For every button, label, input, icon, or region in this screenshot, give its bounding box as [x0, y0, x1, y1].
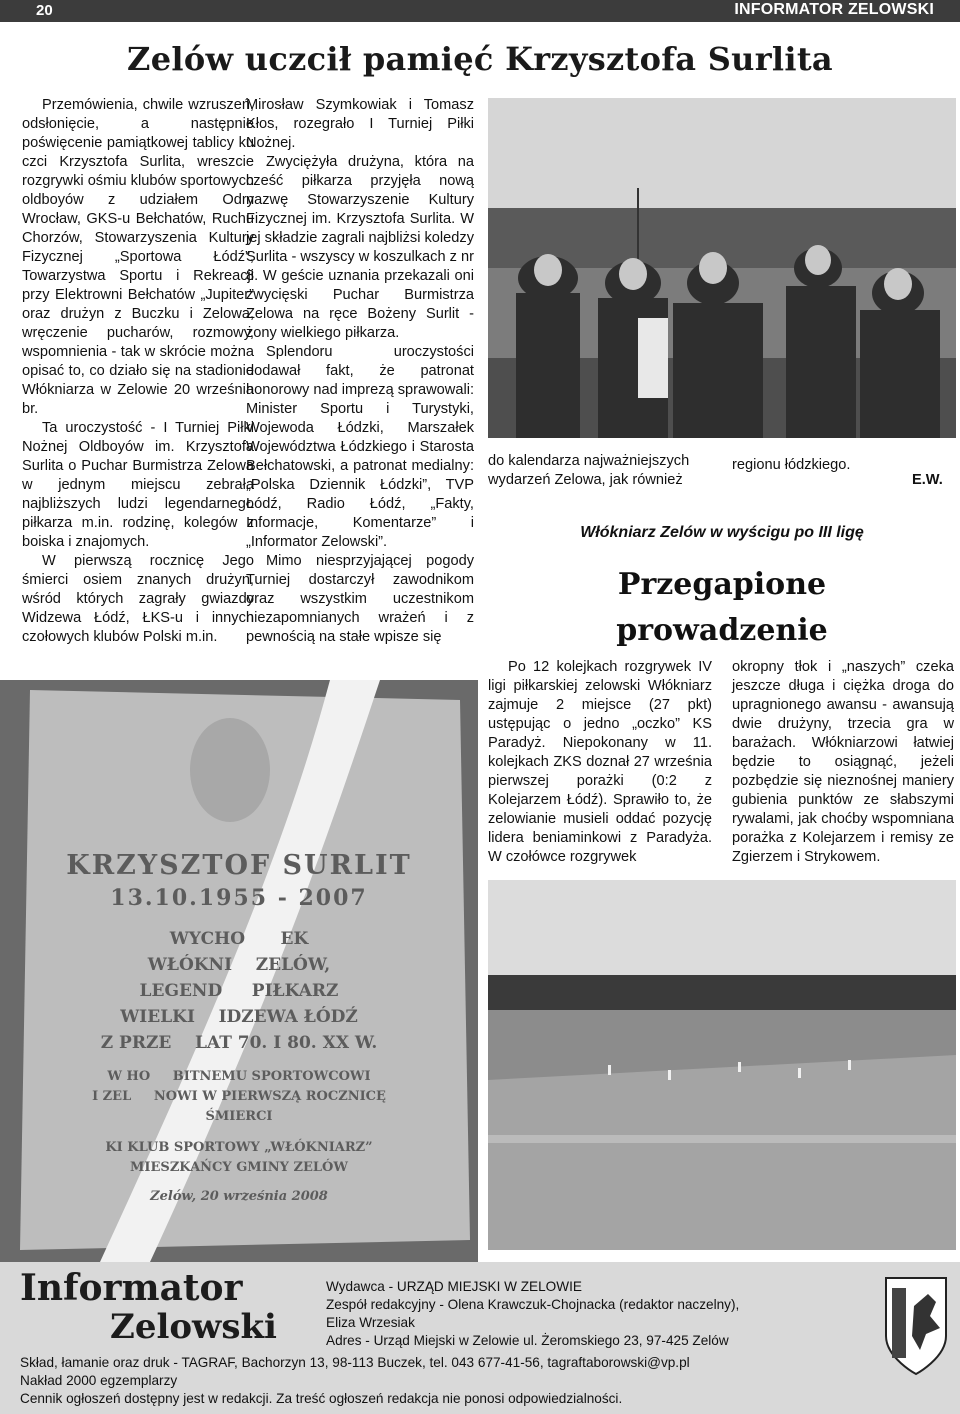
plaque-line: WYCHO EK	[169, 929, 309, 949]
footer-print-info	[20, 1354, 880, 1408]
article-column-1	[22, 96, 254, 647]
plaque-inscription	[0, 850, 478, 1204]
paragraph: regionu łódzkiego.	[732, 457, 851, 473]
paragraph: Po 12 kolejkach rozgrywek IV ligi piłkarskiej zelowski Włókniarz zajmuje 2 miejsce (27 pkt) ustępując o jedno „oczko” KS Paradyż. Niepokonany w 11. kolejkach ZKS doznał 27 września pierwszej porażki (0:2 z Kolejarzem Łódź). Sprawiło to, że zelowianie musieli oddać pozycję lidera beniaminkowi z Paradyża. W czołówce rozgrywek	[488, 659, 712, 865]
coat-of-arms-icon	[884, 1276, 948, 1376]
plaque-line: WŁÓKNI ZELÓW,	[147, 955, 331, 975]
footer-publisher: Wydawca - URZĄD MIEJSKI W ZELOWIE	[326, 1279, 582, 1294]
paragraph: Mirosław Szymkowiak i Tomasz Kłos, rozegrało I Turniej Piłki Nożnej.	[246, 97, 474, 151]
plaque-line: ŚMIERCI	[205, 1109, 273, 1124]
plaque-line: I ZEL NOWI W PIERWSZĄ ROCZNICĘ	[92, 1089, 386, 1104]
article2-column-2	[732, 658, 954, 867]
article-headline: Zelów uczcił pamięć Krzysztofa Surlita	[127, 40, 833, 78]
memorial-plaque-photo	[0, 680, 478, 1262]
plaque-line: Z PRZE LAT 70. I 80. XX W.	[100, 1033, 378, 1053]
footer-print: Skład, łamanie oraz druk - TAGRAF, Bachorzyn 13, 98-113 Buczek, tel. 043 677-41-56, tagraftaborowski@vp.pl	[20, 1355, 690, 1370]
paragraph: Mimo niesprzyjającej pogody Turniej dostarczył zawodnikom oraz wszystkim uczestnikom niezapomnianych wrażeń i z pewnością na stałe wpisze się	[246, 553, 474, 645]
stadium-photo-graphic	[488, 880, 956, 1250]
paragraph: Splendoru uroczystości dodawał fakt, że patronat honorowy nad imprezą sprawowali: Minister Sportu i Turystyki, Wojewoda Łódzki, Marszałek Województwa Łódzkiego i Starosta Bełchatowski, a patronat medialny: „Polska Dziennik Łódzki”, TVP Łódź, Radio Łódź, „Fakty, Informacje, Komentarze” i „Informator Zelowski”.	[246, 344, 474, 550]
footer-address: Adres - Urząd Miejski w Zelowie ul. Żeromskiego 23, 97-425 Zelów	[326, 1333, 729, 1348]
footer-circulation: Nakład 2000 egzemplarzy	[20, 1373, 178, 1388]
plaque-name: KRZYSZTOF SURLIT	[66, 850, 412, 881]
paragraph: okropny tłok i „naszych” czeka jeszcze długa i ciężka droga do upragnionego awansu - awansują dwie drużyny, trzecia gra w barażach. Włókniarzowi łatwiej będzie to osiągnąć, jeżeli pozbędzie się nieznośnej maniery gubienia punktów ze słabszymi rywalami, jak choćby wspomniana porażka z Kolejarzem i remisy ze Zgierzem i Strykowem.	[732, 659, 954, 865]
footer-ads-note: Cennik ogłoszeń dostępny jest w redakcji. Za treść ogłoszeń redakcja nie ponosi odpowiedzialności.	[20, 1391, 623, 1406]
stadium-photo	[488, 880, 956, 1250]
plaque-line: Zelów, 20 września 2008	[150, 1189, 328, 1204]
paragraph: do kalendarza najważniejszych wydarzeń Zelowa, jak również	[488, 453, 690, 488]
page-number: 20	[36, 2, 53, 19]
article2-kicker: Włókniarz Zelów w wyścigu po III ligę	[580, 524, 864, 541]
plaque-line: MIESZKAŃCY GMINY ZELÓW	[130, 1160, 348, 1175]
article2-column-1	[488, 658, 712, 867]
publication-name: INFORMATOR ZELOWSKI	[734, 1, 934, 18]
ceremony-photo-graphic	[488, 98, 956, 438]
footer-logo-line1: Informator	[20, 1267, 243, 1309]
footer-editorial-info	[326, 1278, 886, 1350]
plaque-dates: 13.10.1955 - 2007	[110, 885, 368, 911]
article-column-2	[246, 96, 474, 647]
plaque-line: WIELKI IDZEWA ŁÓDŹ	[120, 1007, 358, 1027]
paragraph: Przemówienia, chwile wzruszeń, odsłonięcie, a następnie poświęcenie pamiątkowej tablicy ku czci Krzysztofa Surlita, wreszcie rozgrywki ośmiu klubów sportowych oldboyów z udziałem Odry Wrocław, GKS-u Bełchatów, Ruchu Chorzów, Stowarzyszenia Kultury Fizycznej „Sportowa Łódź”, Towarzystwa Sportu i Rekreacji przy Elektrowni Bełchatów „Jupiter” oraz drużyn z Buczku i Zelowa, wręczenie pucharów, rozmowy, wspomnienia - tak w skrócie można opisać to, co działo się na stadionie Włókniarza w Zelowie 20 września br.	[22, 97, 254, 417]
article2-title-line1: Przegapione	[617, 567, 827, 602]
article-column-4	[732, 456, 872, 475]
footer-logo	[20, 1268, 290, 1346]
footer-editorial-team: Zespół redakcyjny - Olena Krawczuk-Chojnacka (redaktor naczelny),	[326, 1297, 740, 1312]
footer-logo-line2: Zelowski	[110, 1307, 277, 1347]
author-signature: E.W.	[912, 472, 943, 488]
paragraph: Ta uroczystość - I Turniej Piłki Nożnej Oldboyów im. Krzysztofa Surlita o Puchar Burmistrza Zelowa w jednym miejscu zebrała najbliższych ludzi legendarnego piłkarza m.in. rodzinę, kolegów z boiska i znajomych.	[22, 420, 254, 550]
article2-title-line2: prowadzenie	[616, 613, 828, 648]
footer-editor: Eliza Wrzesiak	[326, 1315, 415, 1330]
plaque-line: KI KLUB SPORTOWY „WŁÓKNIARZ”	[105, 1140, 373, 1155]
paragraph: W pierwszą rocznicę Jego śmierci osiem znanych drużyn, wśród których zagrały gwiazdy Widzewa Łódź, ŁKS-u i innych czołowych klubów Polski m.in.	[22, 553, 254, 645]
ceremony-photo	[488, 98, 956, 438]
plaque-line: LEGEND PIŁKARZ	[139, 981, 339, 1001]
paragraph: Zwyciężyła drużyna, która na cześć piłkarza przyjęła nową nazwę Stowarzyszenie Kultury Fizycznej im. Krzysztofa Surlita. W jej składzie zagrali najbliżsi koledzy Surlita - wszyscy w koszulkach z nr 8. W geście uznania przekazali oni zwycięski Puchar Burmistrza Zelowa na ręce Bożeny Surlit - żony wielkiego piłkarza.	[246, 154, 474, 341]
article-column-3	[488, 452, 712, 490]
plaque-line: W HO BITNEMU SPORTOWCOWI	[107, 1069, 371, 1084]
